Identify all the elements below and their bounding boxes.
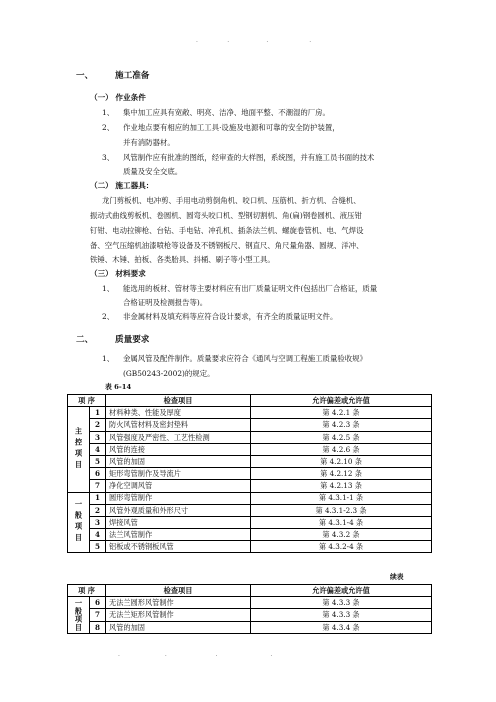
list-item-continuation: 合格证明及检测报告等)。: [123, 298, 208, 307]
check-item: 法兰风管制作: [106, 529, 251, 541]
table-row: [68, 516, 432, 528]
allowed-value: 第 4.2.6 条: [251, 443, 432, 455]
row-number: 2: [90, 504, 106, 516]
allowed-value: 第 4.3.1-1 条: [251, 492, 432, 504]
allowed-value: 第 4.3.3 条: [251, 597, 432, 609]
subsection-heading: （一） 作业条件: [90, 93, 146, 102]
check-item: 风管的连接: [106, 443, 251, 455]
table-row: [68, 621, 432, 633]
table-label: 表 6-14: [105, 383, 132, 391]
table-header-cell: 项 序: [68, 395, 106, 407]
table-header-cell: 检查项目: [106, 395, 251, 407]
table-row: [68, 609, 432, 621]
table-row: [68, 541, 432, 553]
footer-dots: . . . .: [118, 651, 275, 658]
section-number: 二、: [76, 335, 94, 345]
table-row: [68, 443, 432, 455]
list-number: 1、: [102, 108, 115, 117]
paragraph-line: 龙门剪板机、电冲剪、手用电动剪倒角机、咬口机、压筋机、折方机、合缝机、: [102, 196, 361, 205]
row-number: 4: [90, 443, 106, 455]
allowed-value: 第 4.3.2 条: [251, 529, 432, 541]
list-item-text: 集中加工应具有宽敞、明亮、洁净、地面平整、不潮湿的厂房。: [123, 108, 330, 117]
allowed-value: 第 4.2.12 条: [251, 468, 432, 480]
table-header-cell: 允许偏差或允许值: [251, 395, 432, 407]
paragraph-line: 备、空气压缩机油漆喷枪等设备及不锈钢板尺、钢直尺、角尺量角器、圆规、洋冲、: [90, 241, 364, 250]
table-header-cell: 项 序: [68, 585, 106, 597]
continued-label: 续表: [390, 573, 404, 581]
inspection-table-continued: [67, 584, 432, 634]
table-row: [68, 419, 432, 431]
row-number: 7: [90, 609, 106, 621]
list-item-text: 作业地点要有相应的加工工具·设施及电源和可靠的安全防护装置，: [123, 123, 340, 132]
table-header-row: [68, 585, 432, 597]
row-number: 6: [90, 597, 106, 609]
table-row: [68, 468, 432, 480]
allowed-value: 第 4.2.5 条: [251, 431, 432, 443]
paragraph-line: 钉钳、电动拉铆枪、台钻、手电钻、冲孔机、插条法兰机、螺旋卷管机、电、气焊设: [90, 226, 364, 235]
table-header-row: [68, 395, 432, 407]
general-items-category: 一般项目: [68, 597, 90, 634]
table-header-cell: 允许偏差或允许值: [251, 585, 432, 597]
table-row: [68, 597, 432, 609]
allowed-value: 第 4.2.13 条: [251, 480, 432, 492]
list-item-text: 风管制作应有批准的图纸，经审查的大样图，系统图，并有施工员书面的技术: [123, 153, 375, 162]
row-number: 1: [90, 492, 106, 504]
section-title: 施工准备: [115, 71, 150, 81]
allowed-value: 第 4.3.2-4 条: [251, 541, 432, 553]
allowed-value: 第 4.3.4 条: [251, 621, 432, 633]
allowed-value: 第 4.2.10 条: [251, 455, 432, 467]
table-row: [68, 492, 432, 504]
paragraph-line: 振动式曲线剪板机、卷圆机、圆弯头咬口机、型钢切割机、角(扁)钢卷圆机、液压钳: [90, 211, 362, 220]
list-number: 1、: [102, 284, 115, 293]
main-items-category: 主控项目: [68, 407, 90, 492]
check-item: 焊接风管: [106, 516, 251, 528]
check-item: 净化空调风管: [106, 480, 251, 492]
row-number: 6: [90, 468, 106, 480]
section-title: 质量要求: [115, 335, 150, 345]
table-row: [68, 504, 432, 516]
allowed-value: 第 4.2.3 条: [251, 419, 432, 431]
check-item: 无法兰矩形风管制作: [106, 609, 251, 621]
row-number: 5: [90, 541, 106, 553]
row-number: 3: [90, 431, 106, 443]
row-number: 3: [90, 516, 106, 528]
table-row: [68, 529, 432, 541]
row-number: 4: [90, 529, 106, 541]
check-item: 风管的加固: [106, 621, 251, 633]
row-number: 1: [90, 407, 106, 419]
table-row: [68, 455, 432, 467]
check-item: 防火风管材料及密封垫料: [106, 419, 251, 431]
check-item: 风管强度及严密性、工艺性检测: [106, 431, 251, 443]
table-row: [68, 480, 432, 492]
table-row: [68, 431, 432, 443]
inspection-table: [67, 394, 432, 553]
row-number: 8: [90, 621, 106, 633]
allowed-value: 第 4.3.3 条: [251, 609, 432, 621]
allowed-value: 第 4.3.1-2.3 条: [251, 504, 432, 516]
header-dots: . . . .: [196, 37, 314, 44]
check-item: 风管外观质量和外形尺寸: [106, 504, 251, 516]
check-item: 无法兰圆形风管制作: [106, 597, 251, 609]
list-number: 2、: [102, 312, 115, 321]
list-item-continuation: 质量及安全交底。: [123, 167, 183, 176]
section-number: 一、: [76, 71, 94, 81]
row-number: 5: [90, 455, 106, 467]
list-number: 3、: [102, 153, 115, 162]
table-header-cell: 检查项目: [106, 585, 251, 597]
list-item-text: 能选用的板材、管材等主要材料应有出厂质量证明文件(包括出厂合格证，质量: [123, 284, 378, 293]
list-number: 1、: [102, 354, 115, 363]
allowed-value: 第 4.3.1-4 条: [251, 516, 432, 528]
table-row: [68, 407, 432, 419]
list-item-text: 金属风管及配件制作。质量要求应符合《通风与空调工程施工质量验收规》: [123, 354, 367, 363]
check-item: 矩形弯管制作及导流片: [106, 468, 251, 480]
list-number: 2、: [102, 123, 115, 132]
row-number: 7: [90, 480, 106, 492]
check-item: 材料种类、性能及厚度: [106, 407, 251, 419]
subsection-heading: （三） 材料要求: [90, 269, 146, 278]
list-item-continuation: 并有消防器材。: [123, 138, 175, 147]
list-item-continuation: (GB50243-2002)的规定。: [123, 369, 215, 378]
check-item: 铝板或不锈钢板风管: [106, 541, 251, 553]
paragraph-line: 铁锤、木锤、拍板、各类胎具、抖桶、刷子等小型工具。: [90, 255, 275, 264]
row-number: 2: [90, 419, 106, 431]
general-items-category: 一般项目: [68, 492, 90, 553]
check-item: 风管的加固: [106, 455, 251, 467]
check-item: 圆形弯管制作: [106, 492, 251, 504]
subsection-heading: （二） 施工器具：: [90, 181, 154, 190]
allowed-value: 第 4.2.1 条: [251, 407, 432, 419]
list-item-text: 非金属材料及填充料等应符合设计要求，有齐全的质量证明文件。: [123, 312, 338, 321]
